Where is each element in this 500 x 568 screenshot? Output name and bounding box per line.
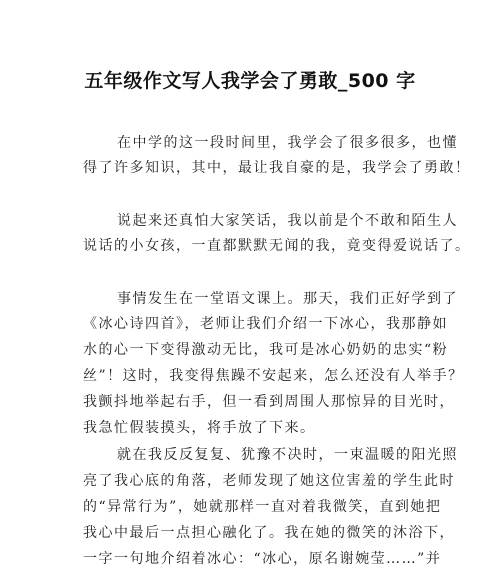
paragraph-2-line-2: 说话的小女孩，一直都默默无闻的我，竟变得爱说话了。 [83,238,471,254]
paragraph-4-line-2: 亮了我心底的角落，老师发现了她这位害羞的学生此时 [83,473,455,489]
paragraph-2-line-1: 说起来还真怕大家笑话，我以前是个不敢和陌生人 [117,213,458,229]
paragraph-1-line-1: 在中学的这一段时间里，我学会了很多很多，也懂 [117,135,458,151]
paragraph-3-line-5: 我颤抖地举起右手，但一看到周围人那惊异的目光时， [83,394,455,410]
paragraph-3-line-3: 水的心一下变得激动无比，我可是冰心奶奶的忠实“粉 [83,342,449,358]
paragraph-4-line-5: 一字一句地介绍着冰心：“冰心，原名谢婉莹……”并 [83,551,442,567]
paragraph-3-line-1: 事情发生在一堂语文课上。那天，我们正好学到了 [117,291,458,307]
paragraph-4-line-3: 的“异常行为”，她就那样一直对着我微笑，直到她把 [83,499,442,515]
paragraph-3-line-4: 丝”！这时，我变得焦躁不安起来，怎么还没有人举手？ [83,368,464,384]
paragraph-1-line-2: 得了许多知识，其中，最让我自豪的是，我学会了勇敢！ [83,160,471,176]
paragraph-4-line-1: 就在我反反复复、犹豫不决时，一束温暖的阳光照 [117,447,458,463]
paragraph-3-line-2: 《冰心诗四首》，老师让我们介绍一下冰心，我那静如 [83,316,448,332]
document-title: 五年级作文写人我学会了勇敢_500 字 [84,70,416,92]
paragraph-4-line-4: 我心中最后一点担心融化了。我在她的微笑的沐浴下， [83,525,455,541]
paragraph-3-line-6: 我急忙假装摸头，将手放了下来。 [83,420,316,436]
